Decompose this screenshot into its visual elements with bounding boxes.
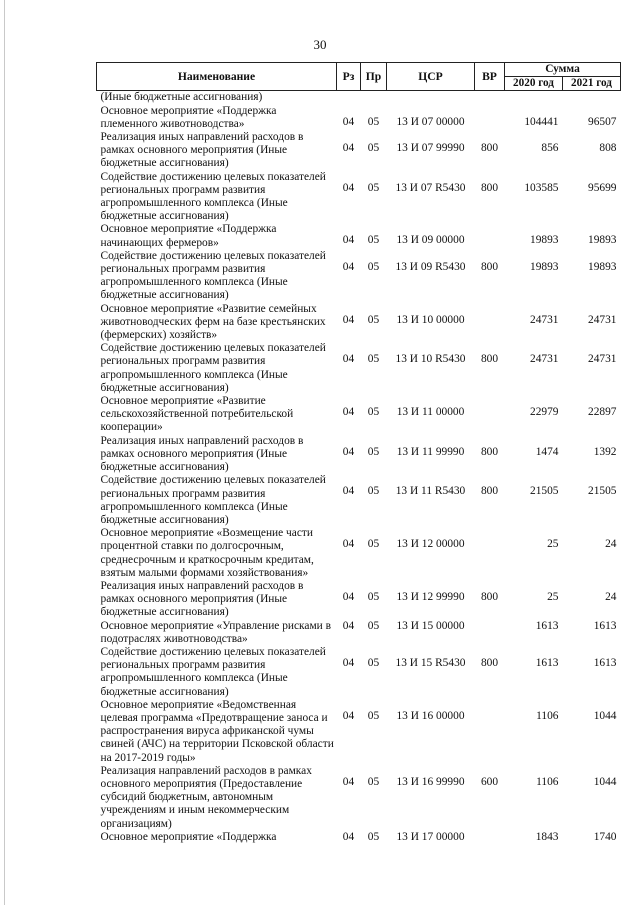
cell-2020: 1474 bbox=[535, 445, 559, 458]
cell-vr bbox=[475, 699, 505, 765]
cell-name: Реализация иных направлений расходов в рамках основного мероприятия (Иные бюджетные ассигнования) bbox=[100, 131, 304, 170]
table-row bbox=[97, 474, 621, 527]
cell-vr: 800 bbox=[480, 181, 499, 194]
cell-2021: 1613 bbox=[593, 656, 617, 669]
cell-2021: 1044 bbox=[593, 709, 617, 722]
cell-csr: 13 И 12 99990 bbox=[396, 590, 465, 603]
cell-pr: 05 bbox=[367, 656, 380, 669]
cell-rz: 04 bbox=[342, 181, 355, 194]
table-row bbox=[97, 435, 621, 475]
cell-csr: 13 И 07 R5430 bbox=[395, 181, 466, 194]
cell-rz: 04 bbox=[342, 234, 355, 247]
cell-vr: 800 bbox=[480, 485, 499, 498]
cell-2021: 24 bbox=[605, 538, 617, 551]
cell-2021: 95699 bbox=[588, 181, 617, 194]
cell-2020: 1106 bbox=[536, 709, 559, 722]
cell-csr: 13 И 16 00000 bbox=[396, 709, 465, 722]
cell-vr bbox=[475, 223, 505, 249]
cell-pr: 05 bbox=[367, 313, 380, 326]
cell-name: Основное мероприятие «Поддержка bbox=[100, 830, 277, 843]
cell-2021: 1044 bbox=[593, 775, 617, 788]
cell-2021: 19893 bbox=[588, 234, 617, 247]
cell-rz: 04 bbox=[342, 142, 355, 155]
header-rz: Рз bbox=[337, 63, 361, 91]
cell-2021: 24731 bbox=[588, 313, 617, 326]
cell-2021: 19893 bbox=[588, 260, 617, 273]
cell-name: Основное мероприятие «Возмещение части процентной ставки по долгосрочным, среднесрочным и краткосрочным кредитам, взятым малыми формами хозяйствования» bbox=[100, 527, 314, 579]
table-row bbox=[97, 395, 621, 435]
cell-name: Основное мероприятие «Поддержка племенного животноводства» bbox=[100, 104, 277, 130]
cell-2021: 1613 bbox=[593, 619, 617, 632]
cell-2020: 1843 bbox=[535, 830, 559, 843]
cell-csr: 13 И 15 00000 bbox=[396, 619, 465, 632]
cell-rz: 04 bbox=[342, 260, 355, 273]
cell-rz: 04 bbox=[342, 485, 355, 498]
cell-name: Основное мероприятие «Поддержка начинающих фермеров» bbox=[100, 223, 277, 249]
table-row bbox=[97, 250, 621, 303]
cell-name: Основное мероприятие «Ведомственная целевая программа «Предотвращение заноса и распространения вируса африканской чумы свиней (АЧС) на территории Псковской области на 2017-2019 годы» bbox=[100, 698, 334, 764]
header-csr: ЦСР bbox=[387, 63, 475, 91]
cell-name: (Иные бюджетные ассигнования) bbox=[100, 91, 263, 104]
cell-csr: 13 И 11 99990 bbox=[396, 445, 465, 458]
table-row bbox=[97, 580, 621, 620]
cell-name: Реализация иных направлений расходов в рамках основного мероприятия (Иные бюджетные ассигнования) bbox=[100, 434, 304, 474]
table-row bbox=[97, 223, 621, 249]
cell-name: Содействие достижению целевых показателей региональных программ развития агропромышленного комплекса (Иные бюджетные ассигнования) bbox=[100, 170, 326, 223]
cell-2020: 24731 bbox=[530, 313, 559, 326]
cell-vr: 600 bbox=[480, 775, 499, 788]
cell-vr: 800 bbox=[480, 590, 499, 603]
cell-pr: 05 bbox=[367, 260, 380, 273]
cell-pr: 05 bbox=[367, 775, 380, 788]
cell-csr: 13 И 15 R5430 bbox=[395, 656, 466, 669]
cell-pr: 05 bbox=[367, 115, 380, 128]
cell-rz: 04 bbox=[342, 406, 355, 419]
table-row bbox=[97, 171, 621, 224]
cell-2020 bbox=[505, 91, 563, 105]
cell-vr: 800 bbox=[480, 445, 499, 458]
cell-csr: 13 И 17 00000 bbox=[396, 830, 465, 843]
cell-2021: 1392 bbox=[593, 445, 617, 458]
cell-name: Содействие достижению целевых показателей региональных программ развития агропромышленного комплекса (Иные бюджетные ассигнования) bbox=[100, 474, 326, 526]
cell-name: Основное мероприятие «Развитие сельскохозяйственной потребительской кооперации» bbox=[100, 395, 294, 434]
cell-pr bbox=[361, 91, 387, 105]
cell-rz bbox=[337, 91, 361, 105]
table-row bbox=[97, 527, 621, 580]
cell-vr: 800 bbox=[480, 353, 499, 366]
cell-csr: 13 И 12 00000 bbox=[396, 538, 465, 551]
scan-edge-mark bbox=[4, 0, 5, 905]
cell-name: Содействие достижению целевых показателей региональных программ развития агропромышленного комплекса (Иные бюджетные ассигнования) bbox=[100, 249, 326, 302]
header-pr: Пр bbox=[361, 63, 387, 91]
cell-vr bbox=[475, 620, 505, 646]
cell-2020: 25 bbox=[547, 538, 559, 551]
cell-2020: 1613 bbox=[535, 656, 559, 669]
table-row bbox=[97, 831, 621, 844]
cell-rz: 04 bbox=[342, 445, 355, 458]
cell-rz: 04 bbox=[342, 830, 355, 843]
cell-pr: 05 bbox=[367, 830, 380, 843]
cell-2020: 19893 bbox=[530, 260, 559, 273]
cell-csr: 13 И 10 R5430 bbox=[395, 353, 466, 366]
table-row bbox=[97, 91, 621, 105]
cell-2020: 103585 bbox=[524, 181, 559, 194]
cell-pr: 05 bbox=[367, 485, 380, 498]
header-year-2020: 2020 год bbox=[505, 77, 563, 91]
cell-2021: 24731 bbox=[588, 353, 617, 366]
cell-2021: 1740 bbox=[593, 830, 617, 843]
cell-pr: 05 bbox=[367, 181, 380, 194]
header-name: Наименование bbox=[97, 63, 337, 91]
table-header bbox=[97, 63, 621, 91]
cell-csr: 13 И 09 00000 bbox=[396, 234, 465, 247]
table-row bbox=[97, 131, 621, 171]
cell-2020: 19893 bbox=[530, 234, 559, 247]
cell-2020: 22979 bbox=[530, 406, 559, 419]
cell-pr: 05 bbox=[367, 234, 380, 247]
table-row bbox=[97, 646, 621, 699]
table-row bbox=[97, 620, 621, 646]
cell-2021: 24 bbox=[605, 590, 617, 603]
cell-vr bbox=[475, 527, 505, 580]
table-row bbox=[97, 699, 621, 765]
cell-vr bbox=[475, 831, 505, 844]
cell-2021: 21505 bbox=[588, 485, 617, 498]
cell-name: Содействие достижению целевых показателей региональных программ развития агропромышленного комплекса (Иные бюджетные ассигнования) bbox=[100, 342, 326, 394]
cell-2021: 96507 bbox=[588, 115, 617, 128]
cell-2020: 21505 bbox=[530, 485, 559, 498]
cell-vr: 800 bbox=[480, 260, 499, 273]
cell-rz: 04 bbox=[342, 619, 355, 632]
table-row bbox=[97, 105, 621, 131]
cell-csr: 13 И 09 R5430 bbox=[395, 260, 466, 273]
cell-pr: 05 bbox=[367, 538, 380, 551]
cell-rz: 04 bbox=[342, 115, 355, 128]
cell-2020: 856 bbox=[541, 142, 559, 155]
cell-pr: 05 bbox=[367, 445, 380, 458]
cell-2021: 808 bbox=[599, 142, 617, 155]
header-vr: ВР bbox=[475, 63, 505, 91]
cell-vr bbox=[475, 91, 505, 105]
cell-2020: 25 bbox=[547, 590, 559, 603]
cell-name: Реализация иных направлений расходов в рамках основного мероприятия (Иные бюджетные ассигнования) bbox=[100, 579, 304, 619]
budget-table bbox=[96, 62, 621, 844]
cell-pr: 05 bbox=[367, 406, 380, 419]
cell-csr: 13 И 16 99990 bbox=[396, 775, 465, 788]
cell-2021 bbox=[563, 91, 621, 105]
cell-pr: 05 bbox=[367, 353, 380, 366]
cell-name: Содействие достижению целевых показателей региональных программ развития агропромышленного комплекса (Иные бюджетные ассигнования) bbox=[100, 645, 326, 698]
cell-name: Основное мероприятие «Управление рисками в подотраслях животноводства» bbox=[100, 619, 332, 645]
cell-2020: 1106 bbox=[536, 775, 559, 788]
cell-csr: 13 И 10 00000 bbox=[396, 313, 465, 326]
cell-2021: 22897 bbox=[588, 406, 617, 419]
cell-rz: 04 bbox=[342, 656, 355, 669]
cell-rz: 04 bbox=[342, 353, 355, 366]
cell-csr bbox=[387, 91, 475, 105]
cell-rz: 04 bbox=[342, 590, 355, 603]
cell-vr: 800 bbox=[480, 656, 499, 669]
table-row bbox=[97, 342, 621, 395]
cell-vr bbox=[475, 395, 505, 435]
cell-name: Реализация направлений расходов в рамках основного мероприятия (Предоставление субсидий бюджетным, автономным учреждениям и иным некоммерческим организациям) bbox=[100, 764, 312, 830]
cell-2020: 104441 bbox=[524, 115, 559, 128]
cell-rz: 04 bbox=[342, 709, 355, 722]
cell-2020: 24731 bbox=[530, 353, 559, 366]
cell-csr: 13 И 07 99990 bbox=[396, 142, 465, 155]
page-number: 30 bbox=[313, 37, 327, 52]
cell-rz: 04 bbox=[342, 775, 355, 788]
cell-pr: 05 bbox=[367, 619, 380, 632]
cell-vr bbox=[475, 105, 505, 131]
cell-pr: 05 bbox=[367, 709, 380, 722]
cell-csr: 13 И 07 00000 bbox=[396, 115, 465, 128]
table-row bbox=[97, 765, 621, 831]
cell-name: Основное мероприятие «Развитие семейных животноводческих ферм на базе крестьянских (фермерских) хозяйств» bbox=[100, 302, 326, 342]
header-sum: Сумма bbox=[505, 63, 621, 77]
cell-vr bbox=[475, 303, 505, 343]
table-body bbox=[97, 91, 621, 844]
cell-rz: 04 bbox=[342, 538, 355, 551]
cell-2020: 1613 bbox=[535, 619, 559, 632]
table-row bbox=[97, 303, 621, 343]
cell-csr: 13 И 11 00000 bbox=[396, 406, 465, 419]
cell-pr: 05 bbox=[367, 142, 380, 155]
cell-vr: 800 bbox=[480, 142, 499, 155]
cell-pr: 05 bbox=[367, 590, 380, 603]
cell-csr: 13 И 11 R5430 bbox=[395, 485, 466, 498]
cell-rz: 04 bbox=[342, 313, 355, 326]
header-year-2021: 2021 год bbox=[563, 77, 621, 91]
